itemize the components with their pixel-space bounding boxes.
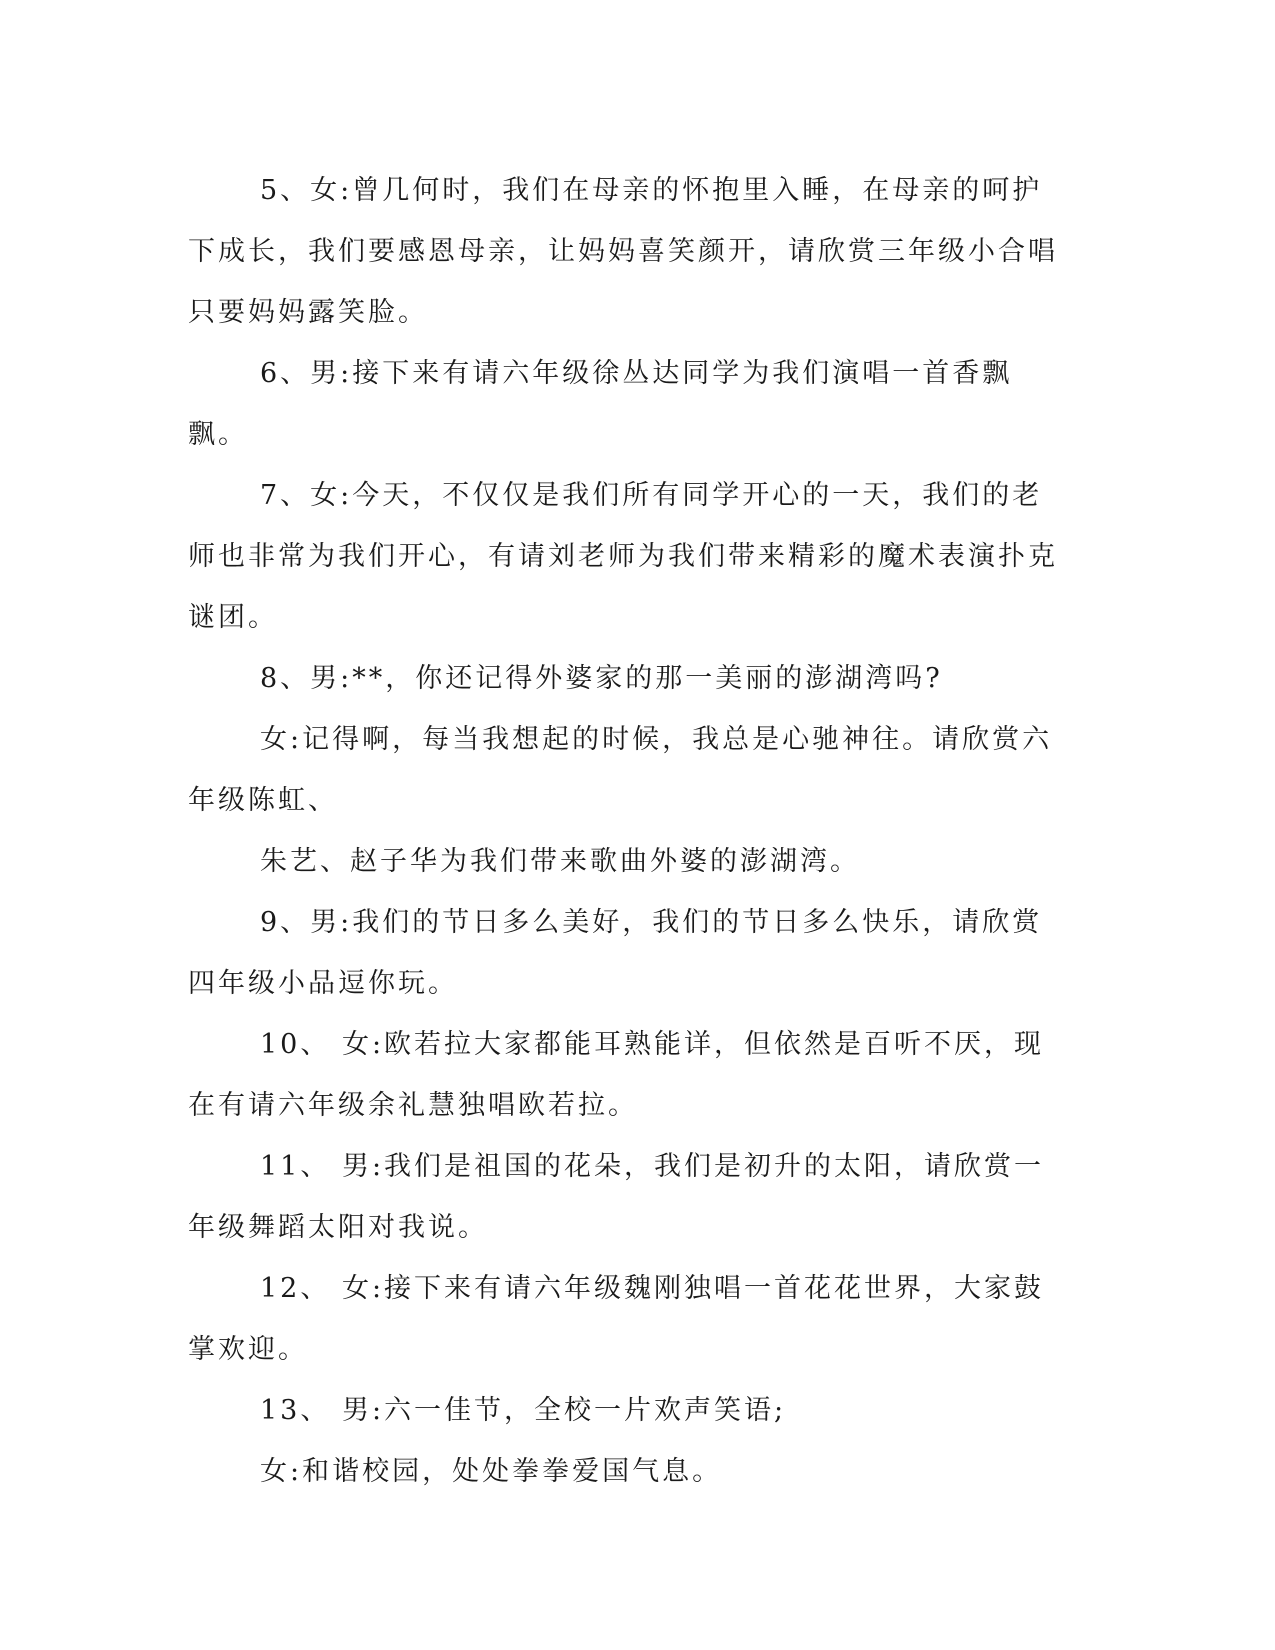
script-text [188, 160, 1068, 1502]
paragraph-8-female-reply: 女:记得啊，每当我想起的时候，我总是心驰神往。请欣赏六年级陈虹、 [188, 724, 1053, 816]
paragraph-5-female: 5、女:曾几何时，我们在母亲的怀抱里入睡，在母亲的呵护下成长，我们要感恩母亲，让妈妈喜笑颜开，请欣赏三年级小合唱只要妈妈露笑脸。 [188, 175, 1058, 328]
paragraph-13-female-reply: 女:和谐校园，处处拳拳爱国气息。 [260, 1456, 723, 1487]
paragraph-8-male: 8、男:**，你还记得外婆家的那一美丽的澎湖湾吗? [260, 663, 943, 694]
paragraph-7-female: 7、女:今天，不仅仅是我们所有同学开心的一天，我们的老师也非常为我们开心，有请刘老师为我们带来精彩的魔术表演扑克谜团。 [188, 480, 1058, 633]
paragraph-13-male: 13、 男:六一佳节，全校一片欢声笑语; [260, 1395, 787, 1426]
paragraph-8-continuation: 朱艺、赵子华为我们带来歌曲外婆的澎湖湾。 [260, 846, 860, 877]
paragraph-10-female: 10、 女:欧若拉大家都能耳熟能详，但依然是百听不厌，现在有请六年级余礼慧独唱欧若拉。 [188, 1029, 1045, 1121]
paragraph-11-male: 11、 男:我们是祖国的花朵，我们是初升的太阳，请欣赏一年级舞蹈太阳对我说。 [188, 1151, 1045, 1243]
paragraph-12-female: 12、 女:接下来有请六年级魏刚独唱一首花花世界，大家鼓掌欢迎。 [188, 1273, 1045, 1365]
paragraph-6-male: 6、男:接下来有请六年级徐丛达同学为我们演唱一首香飘飘。 [188, 358, 1013, 450]
paragraph-9-male: 9、男:我们的节日多么美好，我们的节日多么快乐，请欣赏四年级小品逗你玩。 [188, 907, 1043, 999]
